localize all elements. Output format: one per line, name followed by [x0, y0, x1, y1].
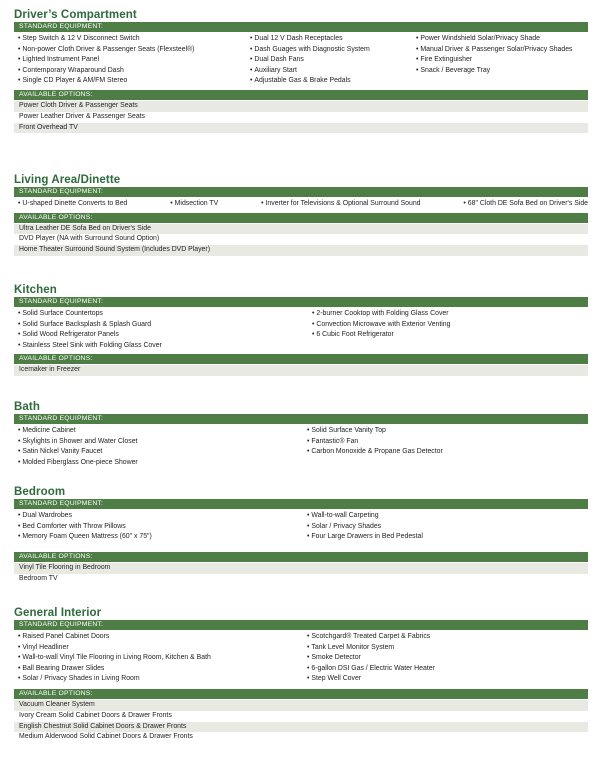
list-item: • Power Windshield Solar/Privacy Shade — [412, 34, 588, 45]
section-title: General Interior — [14, 607, 102, 619]
list-item: • Memory Foam Queen Mattress (60" x 75") — [14, 532, 303, 543]
standard-equipment-bar: STANDARD EQUIPMENT: — [14, 414, 588, 424]
available-options-bar: AVAILABLE OPTIONS: — [14, 354, 588, 364]
option-item: Vinyl Tile Flooring in Bedroom — [14, 563, 588, 574]
list-item: • U-shaped Dinette Converts to Bed — [14, 199, 127, 210]
list-item: • Inverter for Televisions & Optional Surround Sound — [257, 199, 420, 210]
list-item: • Satin Nickel Vanity Faucet — [14, 447, 303, 458]
list-item: • Wall-to-wall Vinyl Tile Flooring in Living Room, Kitchen & Bath — [14, 653, 303, 664]
section-drivers-compartment — [14, 8, 588, 133]
section-kitchen — [14, 283, 588, 376]
list-item: • Molded Fiberglass One-piece Shower — [14, 458, 303, 469]
list-item: • Carbon Monoxide & Propane Gas Detector — [303, 447, 588, 458]
available-options-list — [14, 364, 588, 376]
list-item: • Solid Wood Refrigerator Panels — [14, 330, 308, 341]
available-options-list — [14, 223, 588, 256]
list-item: • Smoke Detector — [303, 653, 588, 664]
list-item: • Adjustable Gas & Brake Pedals — [246, 76, 412, 87]
list-item: • 68" Cloth DE Sofa Bed on Driver's Side — [459, 199, 588, 210]
available-options-list — [14, 562, 588, 585]
list-item: • Four Large Drawers in Bed Pedestal — [303, 532, 588, 543]
option-item: Icemaker in Freezer — [14, 365, 588, 376]
list-item: • Dual Wardrobes — [14, 511, 303, 522]
standard-equipment-bar: STANDARD EQUIPMENT: — [14, 620, 588, 630]
list-item: • Lighted Instrument Panel — [14, 55, 246, 66]
section-title: Living Area/Dinette — [14, 174, 121, 186]
option-item: Power Leather Driver & Passenger Seats — [19, 112, 146, 120]
standard-equipment-bar: STANDARD EQUIPMENT: — [14, 187, 588, 197]
list-item: • Ball Bearing Drawer Slides — [14, 664, 303, 675]
list-item: • Dual Dash Fans — [246, 55, 412, 66]
available-options-bar: AVAILABLE OPTIONS: — [14, 552, 588, 562]
section-title: Driver’s Compartment — [14, 9, 137, 21]
list-item: • Medicine Cabinet — [14, 426, 303, 437]
list-item: • Wall-to-wall Carpeting — [303, 511, 588, 522]
available-options-bar: AVAILABLE OPTIONS: — [14, 213, 588, 223]
list-item: • Solar / Privacy Shades — [303, 522, 588, 533]
section-living-area — [14, 173, 588, 256]
list-item: • Step Switch & 12 V Disconnect Switch — [14, 34, 246, 45]
list-item: • Solid Surface Backsplash & Splash Guard — [14, 320, 308, 331]
available-options-list — [14, 699, 588, 743]
option-item: Power Cloth Driver & Passenger Seats — [14, 101, 588, 112]
option-item: DVD Player (NA with Surround Sound Option) — [19, 235, 160, 243]
list-item: • Single CD Player & AM/FM Stereo — [14, 76, 246, 87]
standard-equipment-list — [14, 509, 588, 543]
option-item: Medium Alderwood Solid Cabinet Doors & Drawer Fronts — [19, 733, 193, 741]
list-item: • Fire Extinguisher — [412, 55, 588, 66]
list-item: • Solar / Privacy Shades in Living Room — [14, 674, 303, 685]
list-item: • Solid Surface Countertops — [14, 309, 308, 320]
list-item: • Contemporary Wraparound Dash — [14, 66, 246, 77]
standard-equipment-bar: STANDARD EQUIPMENT: — [14, 499, 588, 509]
option-item: Vacuum Cleaner System — [14, 700, 588, 711]
section-bedroom — [14, 485, 588, 584]
list-item: • 2-burner Cooktop with Folding Glass Cover — [308, 309, 588, 320]
list-item: • Tank Level Monitor System — [303, 643, 588, 654]
option-item: Front Overhead TV — [14, 123, 588, 134]
option-item: Home Theater Surround Sound System (Includes DVD Player) — [14, 245, 588, 256]
standard-equipment-list — [14, 32, 588, 87]
list-item: • Dash Guages with Diagnostic System — [246, 45, 412, 56]
list-item: • 6-gallon DSI Gas / Electric Water Heater — [303, 664, 588, 675]
list-item: • Convection Microwave with Exterior Venting — [308, 320, 588, 331]
standard-equipment-list — [14, 424, 588, 468]
section-general-interior — [14, 606, 588, 743]
option-item: English Chestnut Solid Cabinet Doors & Drawer Fronts — [14, 722, 588, 733]
list-item: • Fantastic® Fan — [303, 437, 588, 448]
standard-equipment-bar: STANDARD EQUIPMENT: — [14, 297, 588, 307]
option-item: Ivory Cream Solid Cabinet Doors & Drawer Fronts — [19, 711, 172, 719]
list-item: • Snack / Beverage Tray — [412, 66, 588, 77]
standard-equipment-list — [14, 630, 588, 685]
standard-equipment-list — [14, 307, 588, 351]
list-item: • Bed Comforter with Throw Pillows — [14, 522, 303, 533]
available-options-bar: AVAILABLE OPTIONS: — [14, 689, 588, 699]
list-item: • Midsection TV — [166, 199, 218, 210]
list-item: • Auxiliary Start — [246, 66, 412, 77]
option-item: Ultra Leather DE Sofa Bed on Driver's Side — [14, 224, 588, 235]
section-bath — [14, 400, 588, 468]
list-item: • Manual Driver & Passenger Solar/Privacy Shades — [412, 45, 588, 56]
list-item: • Step Well Cover — [303, 674, 588, 685]
option-item: Bedroom TV — [19, 574, 58, 582]
standard-equipment-list — [14, 197, 588, 210]
list-item: • Solid Surface Vanity Top — [303, 426, 588, 437]
section-title: Kitchen — [14, 284, 57, 296]
list-item: • Non-power Cloth Driver & Passenger Seats (Flexsteel®) — [14, 45, 246, 56]
list-item: • Scotchgard® Treated Carpet & Fabrics — [303, 632, 588, 643]
available-options-bar: AVAILABLE OPTIONS: — [14, 90, 588, 100]
list-item: • 6 Cubic Foot Refrigerator — [308, 330, 588, 341]
list-item: • Vinyl Headliner — [14, 643, 303, 654]
list-item: • Skylights in Shower and Water Closet — [14, 437, 303, 448]
list-item: • Stainless Steel Sink with Folding Glass Cover — [14, 341, 308, 352]
section-title: Bath — [14, 401, 40, 413]
section-title: Bedroom — [14, 486, 66, 498]
list-item: • Raised Panel Cabinet Doors — [14, 632, 303, 643]
standard-equipment-bar: STANDARD EQUIPMENT: — [14, 22, 588, 32]
list-item: • Dual 12 V Dash Receptacles — [246, 34, 412, 45]
available-options-list — [14, 100, 588, 133]
